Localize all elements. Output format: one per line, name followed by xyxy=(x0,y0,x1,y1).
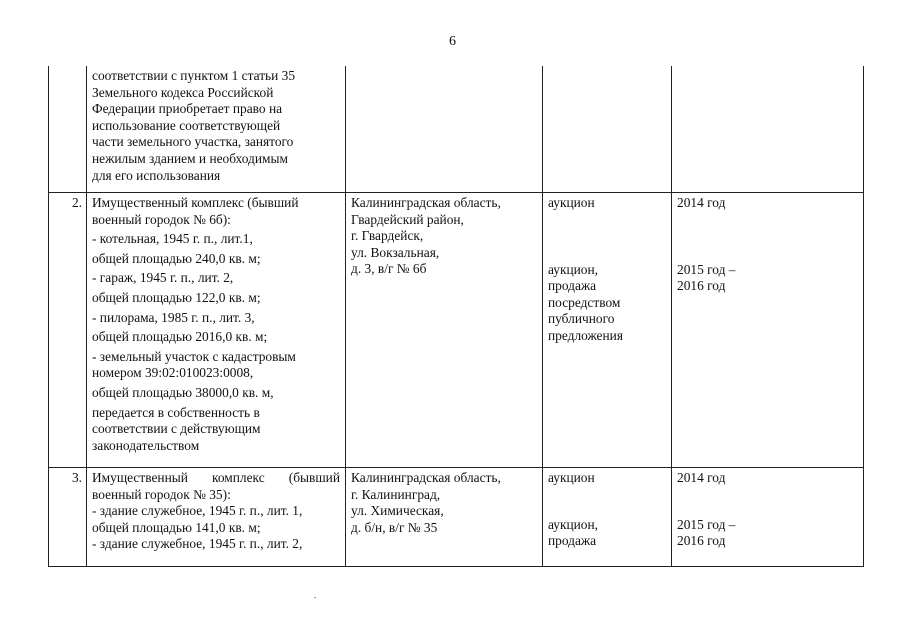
method-cell xyxy=(543,193,672,468)
description-line: нежилым зданием и необходимым xyxy=(92,150,288,166)
description-line: общей площадью 122,0 кв. м; xyxy=(92,289,261,305)
address-line: г. Калининград, xyxy=(351,486,441,502)
property-table xyxy=(48,66,864,567)
address-line: Калининградская область, xyxy=(351,470,501,485)
address-cell xyxy=(346,66,543,193)
address-line: ул. Химическая, xyxy=(351,503,444,519)
description-cell xyxy=(87,193,346,468)
description-line: общей площадью 2016,0 кв. м; xyxy=(92,329,268,345)
description-line: Имущественный комплекс (бывший xyxy=(92,470,340,485)
description-line: использование соответствующей xyxy=(92,117,281,133)
description-line: - здание служебное, 1945 г. п., лит. 2, xyxy=(92,536,303,552)
description-cell xyxy=(87,66,346,193)
description-line: Федерации приобретает право на xyxy=(92,101,283,117)
description-line: Земельного кодекса Российской xyxy=(92,84,274,100)
description-line: передается в собственность в xyxy=(92,404,260,420)
description-line: части земельного участка, занятого xyxy=(92,134,294,150)
description-line: соответствии с действующим xyxy=(92,421,261,437)
description-line: законодательством xyxy=(92,437,200,453)
description-line: - пилорама, 1985 г. п., лит. 3, xyxy=(92,309,255,325)
description-line: - гараж, 1945 г. п., лит. 2, xyxy=(92,270,234,286)
year-line: 2016 год xyxy=(677,278,726,294)
address-line: ул. Вокзальная, xyxy=(351,244,440,260)
method-line: аукцион, xyxy=(548,516,599,532)
description-line: соответствии с пунктом 1 статьи 35 xyxy=(92,68,296,83)
year-line: 2016 год xyxy=(677,533,726,549)
method-line: аукцион xyxy=(548,470,595,485)
method-line: аукцион, xyxy=(548,261,599,277)
address-line: Гвардейский район, xyxy=(351,211,464,227)
method-cell xyxy=(543,66,672,193)
address-cell xyxy=(346,193,543,468)
table-row xyxy=(49,66,864,193)
address-line: г. Гвардейск, xyxy=(351,228,424,244)
page-number: 6 xyxy=(449,34,456,49)
description-line: номером 39:02:010023:0008, xyxy=(92,365,254,381)
address-line: д. 3, в/г № 6б xyxy=(351,261,427,277)
method-line: предложения xyxy=(548,327,623,343)
description-line: - земельный участок с кадастровым xyxy=(92,348,296,364)
row-number-cell: 2. xyxy=(49,193,87,468)
method-line: посредством xyxy=(548,294,621,310)
year-cell xyxy=(672,468,864,567)
description-line: военный городок № 6б): xyxy=(92,211,231,227)
table-row xyxy=(49,193,864,468)
year-line: 2015 год – xyxy=(677,516,736,532)
year-line: 2014 год xyxy=(677,470,726,485)
year-line: 2015 год – xyxy=(677,261,736,277)
method-cell xyxy=(543,468,672,567)
description-cell xyxy=(87,468,346,567)
description-line: общей площадью 38000,0 кв. м, xyxy=(92,384,274,400)
address-line: д. б/н, в/г № 35 xyxy=(351,519,438,535)
method-line: публичного xyxy=(548,311,615,327)
year-cell xyxy=(672,193,864,468)
method-line: продажа xyxy=(548,278,597,294)
address-line: Калининградская область, xyxy=(351,195,501,210)
description-line: Имущественный комплекс (бывший xyxy=(92,195,299,210)
description-line: общей площадью 240,0 кв. м; xyxy=(92,250,261,266)
description-line: для его использования xyxy=(92,167,221,183)
method-line: продажа xyxy=(548,533,597,549)
year-line: 2014 год xyxy=(677,195,726,210)
description-line: общей площадью 141,0 кв. м; xyxy=(92,519,261,535)
description-line: - здание служебное, 1945 г. п., лит. 1, xyxy=(92,503,303,519)
scan-speck xyxy=(314,597,316,598)
table-row xyxy=(49,468,864,567)
row-number-cell xyxy=(49,66,87,193)
year-cell xyxy=(672,66,864,193)
row-number-cell: 3. xyxy=(49,468,87,567)
description-line: - котельная, 1945 г. п., лит.1, xyxy=(92,231,253,247)
method-line: аукцион xyxy=(548,195,595,210)
description-line: военный городок № 35): xyxy=(92,486,231,502)
address-cell xyxy=(346,468,543,567)
